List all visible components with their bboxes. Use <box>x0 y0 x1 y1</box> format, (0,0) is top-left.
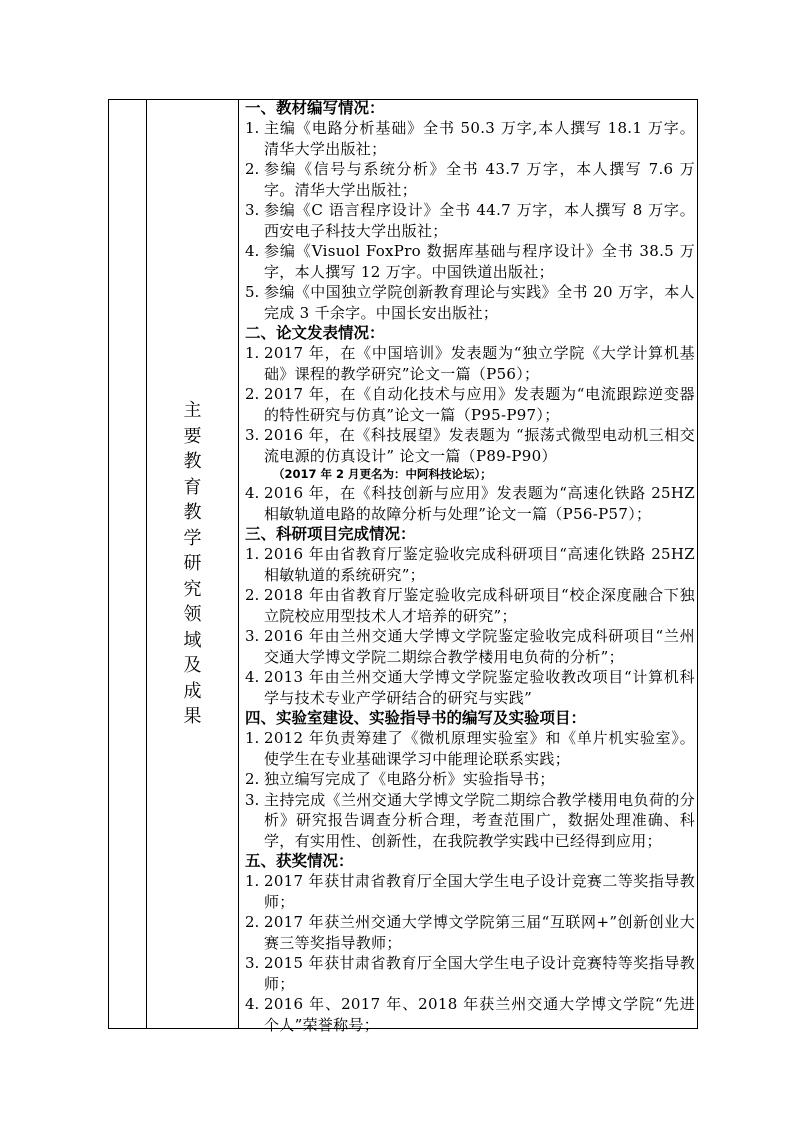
item-text: 2017 年获兰州交通大学博文学院第三届“互联网+”创新创业大赛三等奖指导教师； <box>264 913 695 952</box>
list-item <box>245 159 695 200</box>
item-number: 4. <box>245 484 260 502</box>
item-number: 2. <box>245 770 260 788</box>
section-heading: 二、论文发表情况： <box>245 324 385 342</box>
item-number: 3. <box>245 426 260 444</box>
list-item <box>245 871 695 912</box>
section-heading: 四、实验室建设、实验指导书的编写及实验项目： <box>245 709 587 727</box>
list-item <box>245 953 695 994</box>
item-text: 2016 年由省教育厅鉴定验收完成科研项目“高速化铁路 25HZ 相敏轨道的系统研究”； <box>264 545 695 584</box>
list-item <box>245 425 695 466</box>
item-text: 2013 年由兰州交通大学博文学院鉴定验收教改项目“计算机科学与技术专业产学研结合的研究与实践” <box>264 668 695 707</box>
list-item <box>245 544 695 585</box>
row-label-char: 成 <box>183 680 202 702</box>
item-text: 2017 年，在《自动化技术与应用》发表题为“电流跟踪逆变器的特性研究与仿真”论文一篇（P95-P97）； <box>264 385 695 424</box>
list-item <box>245 728 695 769</box>
item-text: 2012 年负责筹建了《微机原理实验室》和《单片机实验室》。使学生在专业基础课学习中能理论联系实践； <box>264 729 695 768</box>
list-item <box>245 585 695 626</box>
list-item <box>245 994 695 1035</box>
item-number: 4. <box>245 668 260 686</box>
list-item <box>245 769 695 790</box>
list-item <box>245 200 695 241</box>
item-number: 3. <box>245 627 260 645</box>
item-number: 1. <box>245 545 260 563</box>
item-number: 1. <box>245 344 260 362</box>
item-number: 1. <box>245 872 260 890</box>
item-number: 3. <box>245 201 260 219</box>
content-cell <box>245 98 695 1035</box>
list-item <box>245 483 695 524</box>
list-item <box>245 282 695 323</box>
list-item <box>245 790 695 852</box>
item-text: 2016 年由兰州交通大学博文学院鉴定验收完成科研项目“兰州交通大学博文学院二期综合教学楼用电负荷的分析”； <box>264 627 695 666</box>
row-label-char: 教 <box>183 502 202 523</box>
list-item <box>245 118 695 159</box>
footnote: （2017 年 2 月更名为：中阿科技论坛）； <box>273 467 492 481</box>
row-label <box>147 398 238 730</box>
item-number: 4. <box>245 242 260 260</box>
item-number: 2. <box>245 385 260 403</box>
item-text: 参编《C 语言程序设计》全书 44.7 万字，本人撰写 8 万字。西安电子科技大学出版社； <box>264 201 695 240</box>
section-heading: 五、获奖情况： <box>245 852 354 870</box>
item-number: 1. <box>245 119 260 137</box>
item-text: 2015 年获甘肃省教育厅全国大学生电子设计竞赛特等奖指导教师； <box>264 954 695 993</box>
row-label-char: 主 <box>183 400 202 421</box>
item-text: 参编《信号与系统分析》全书 43.7 万字，本人撰写 7.6 万字。清华大学出版社； <box>264 160 695 199</box>
item-text: 主持完成《兰州交通大学博文学院二期综合教学楼用电负荷的分析》研究报告调查分析合理，考查范围广，数据处理准确、科学，有实用性、创新性，在我院教学实践中已经得到应用； <box>264 790 695 850</box>
item-text: 2016 年，在《科技展望》发表题为 “振荡式微型电动机三相交流电源的仿真设计” 论文一篇（P89-P90） <box>264 426 695 465</box>
row-label-char: 果 <box>183 706 202 727</box>
item-number: 4. <box>245 995 260 1013</box>
row-label-char: 域 <box>183 629 202 651</box>
item-number: 5. <box>245 283 260 301</box>
form-table <box>108 99 698 1034</box>
item-number: 2. <box>245 913 260 931</box>
column-divider-right <box>238 100 239 1028</box>
item-number: 1. <box>245 729 260 747</box>
section-heading: 一、教材编写情况： <box>245 99 385 117</box>
list-item <box>245 667 695 708</box>
item-text: 独立编写完成了《电路分析》实验指导书； <box>264 770 555 788</box>
item-text: 2016 年，在《科技创新与应用》发表题为“高速化铁路 25HZ 相敏轨道电路的故障分析与处理”论文一篇（P56-P57）； <box>264 484 695 523</box>
item-text: 参编《Visuol FoxPro 数据库基础与程序设计》全书 38.5 万字，本人撰写 12 万字。中国铁道出版社； <box>264 242 695 281</box>
row-label-char: 教 <box>183 451 202 472</box>
row-label-char: 学 <box>183 527 202 549</box>
row-label-char: 要 <box>183 425 202 447</box>
item-text: 参编《中国独立学院创新教育理论与实践》全书 20 万字，本人完成 3 千余字。中国长安出版社； <box>264 283 695 322</box>
item-text: 2018 年由省教育厅鉴定验收完成科研项目“校企深度融合下独立院校应用型技术人才培养的研究”； <box>264 586 695 625</box>
section-heading: 三、科研项目完成情况： <box>245 525 416 543</box>
row-label-char: 及 <box>183 655 202 676</box>
row-label-char: 育 <box>183 476 202 498</box>
list-item <box>245 384 695 425</box>
row-label-char: 研 <box>183 553 202 574</box>
item-number: 3. <box>245 790 260 809</box>
item-text: 2017 年获甘肃省教育厅全国大学生电子设计竞赛二等奖指导教师； <box>264 872 695 911</box>
list-item <box>245 626 695 667</box>
row-label-char: 领 <box>183 604 202 625</box>
item-number: 3. <box>245 954 260 972</box>
item-text: 2016 年、2017 年、2018 年获兰州交通大学博文学院“先进个人”荣誉称号； <box>264 995 695 1034</box>
list-item <box>245 343 695 384</box>
item-text: 主编《电路分析基础》全书 50.3 万字,本人撰写 18.1 万字。清华大学出版社； <box>264 119 695 158</box>
list-item <box>245 241 695 282</box>
list-item <box>245 912 695 953</box>
row-label-char: 究 <box>183 578 202 600</box>
item-text: 2017 年，在《中国培训》发表题为“独立学院《大学计算机基础》课程的教学研究”论文一篇（P56）； <box>264 344 695 383</box>
item-number: 2. <box>245 586 260 604</box>
item-number: 2. <box>245 160 260 178</box>
